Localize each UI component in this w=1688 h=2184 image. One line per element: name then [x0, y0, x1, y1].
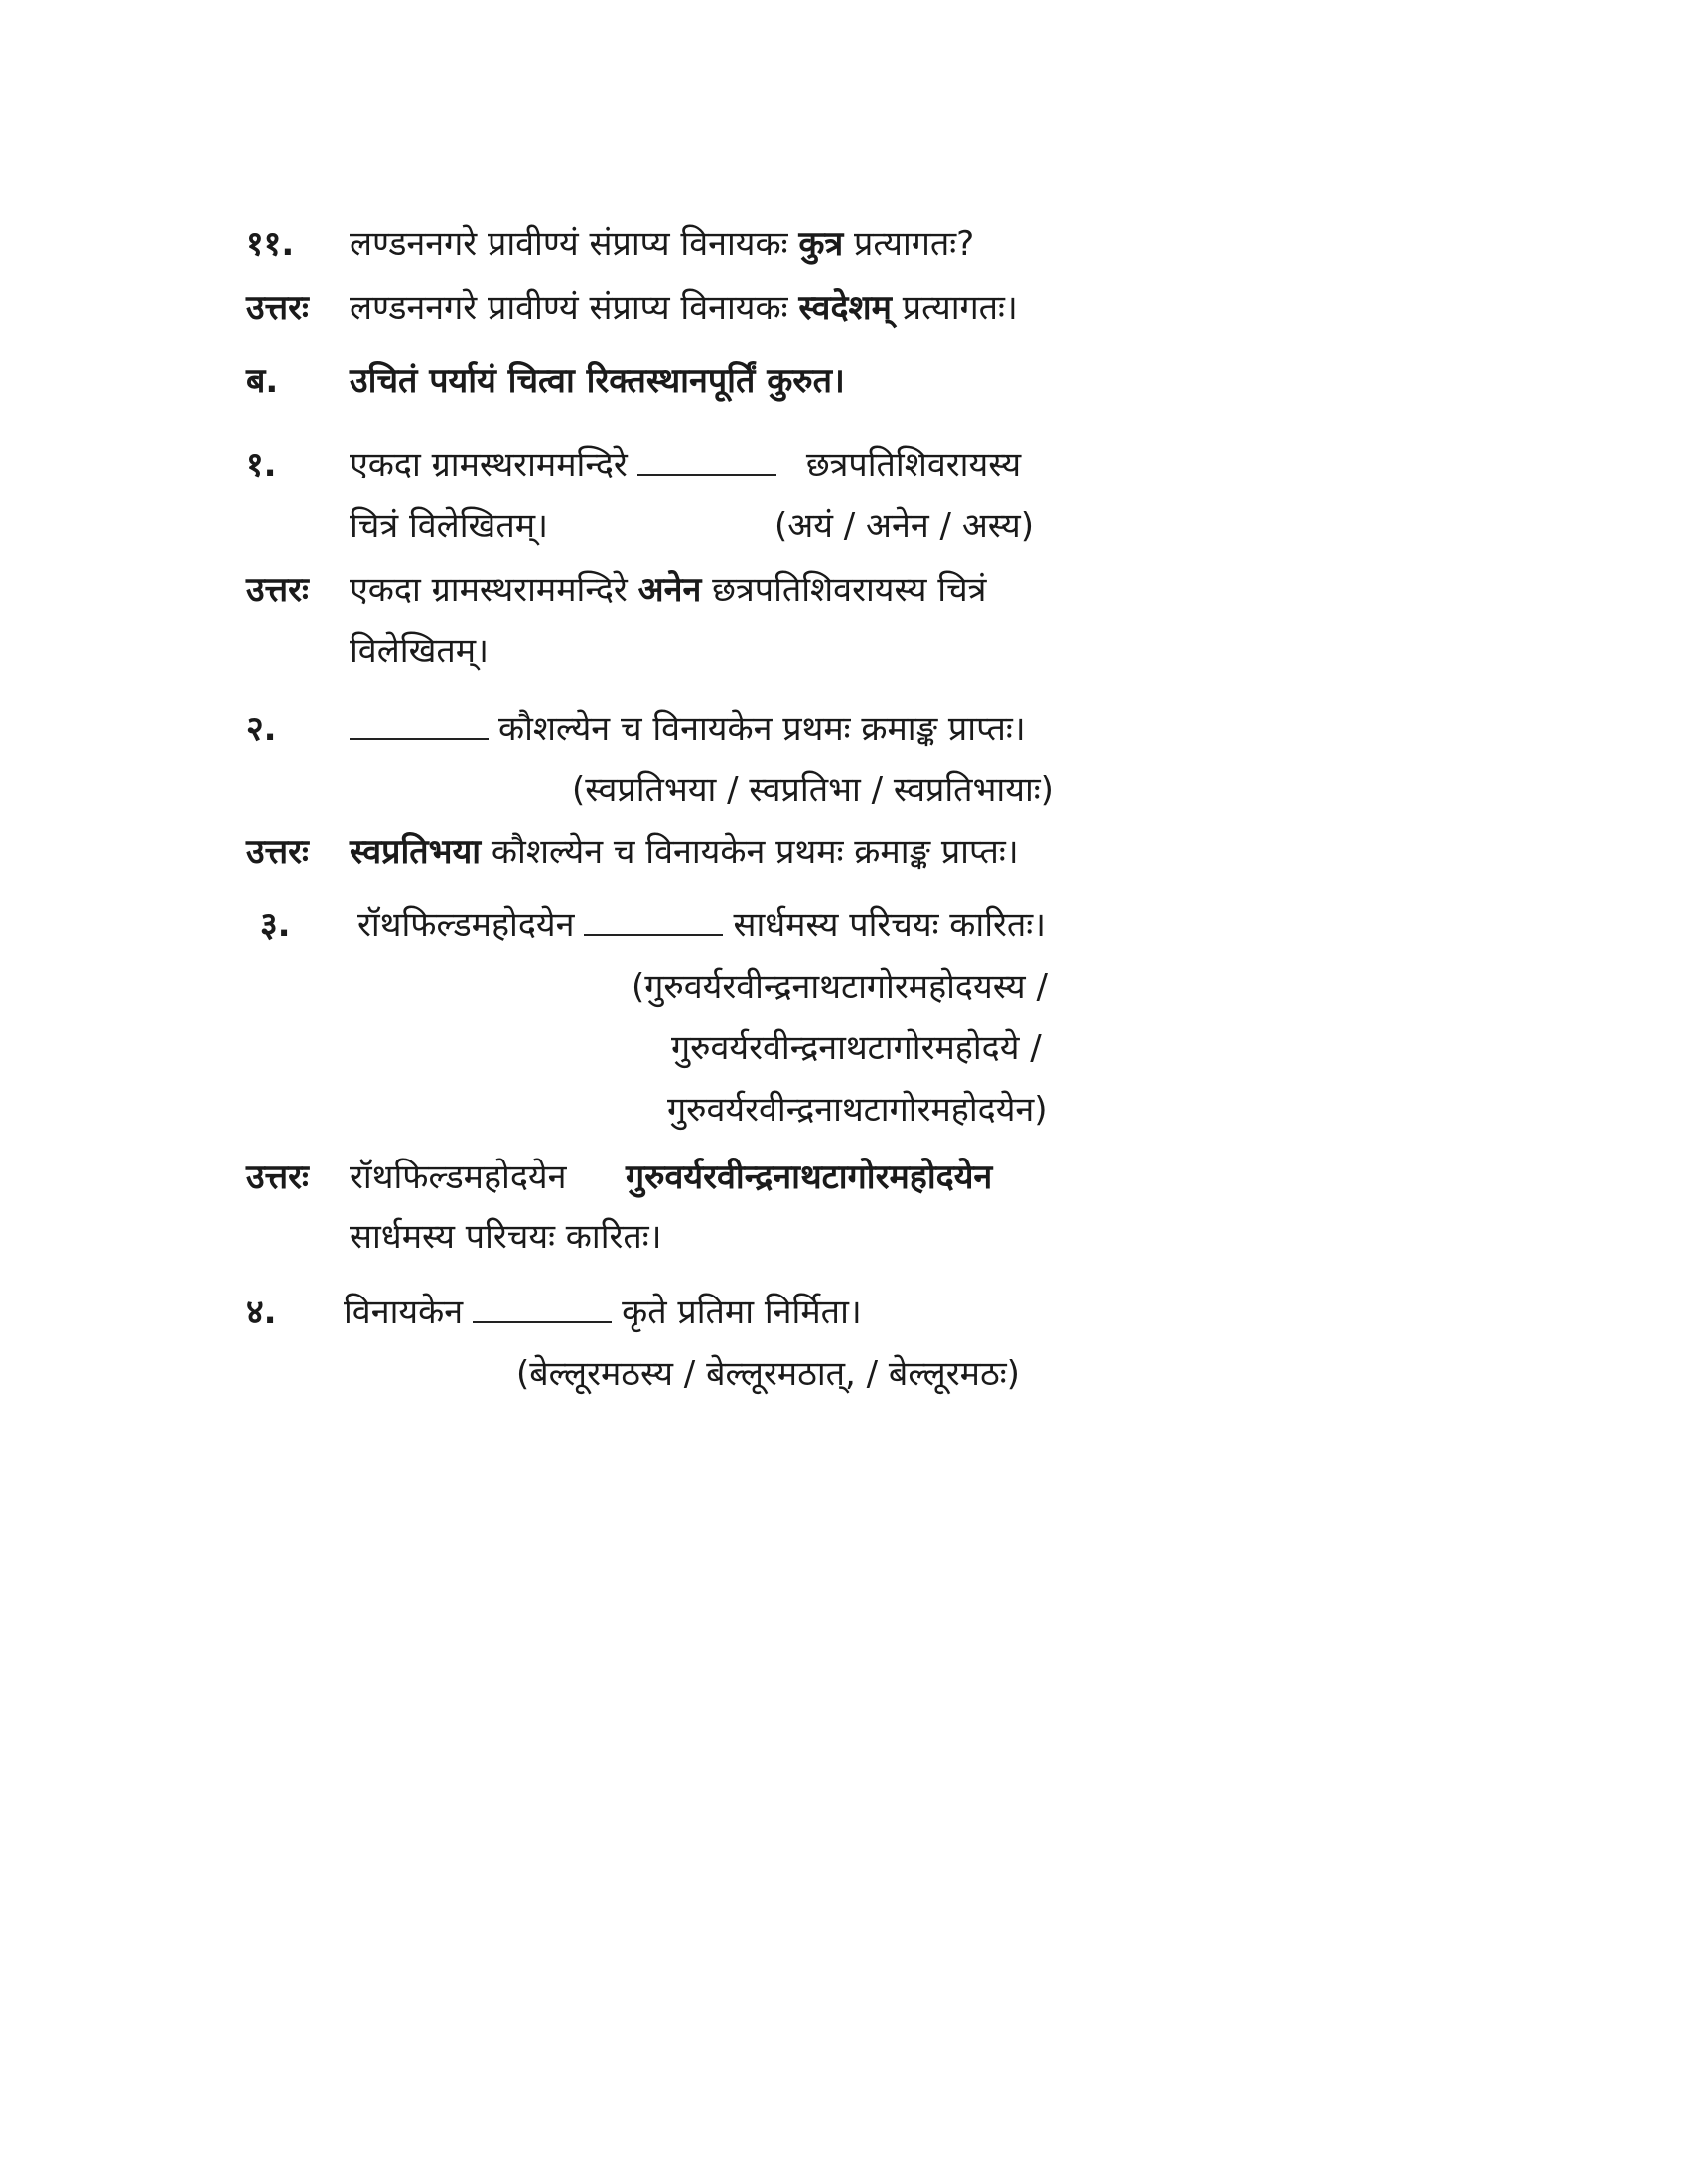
answer-keyword: अनेन: [637, 570, 702, 610]
question-text: [357, 903, 1046, 947]
answer-text-part: प्रत्यागतः।: [891, 288, 1018, 328]
options-text: गुरुवर्यरवीन्द्रनाथटागोरमहोदये /: [671, 1028, 1042, 1068]
answer-label: उत्तरः: [246, 1158, 309, 1197]
answer-text-part: एकदा ग्रामस्थराममन्दिरे: [350, 570, 638, 610]
blank-space: [473, 1296, 612, 1323]
question-text-line2: चित्रं विलेखितम्।: [350, 506, 548, 546]
question-text-part: प्रत्यागतः?: [843, 224, 975, 264]
answer-text: रॉथफिल्डमहोदयेन: [350, 1158, 567, 1197]
answer-label: उत्तरः: [246, 832, 309, 872]
question-text-part: कौशल्येन च विनायकेन प्रथमः क्रमाङ्क प्राप्तः।: [498, 709, 1026, 749]
answer-text-part: कौशल्येन च विनायकेन प्रथमः क्रमाङ्क प्राप्तः।: [481, 832, 1019, 872]
question-keyword: कुत्र: [798, 224, 844, 264]
answer-text-line2: विलेखितम्।: [350, 631, 489, 671]
question-text-part: विनायकेन: [344, 1293, 464, 1332]
answer-text: [350, 830, 1019, 874]
question-text-part: छत्रपतिशिवरायस्य: [805, 445, 1022, 484]
question-text: [350, 443, 1021, 486]
answer-text-line2: सार्धमस्य परिचयः कारितः।: [350, 1217, 662, 1257]
options-text: (बेल्लूरमठस्य / बेल्लूरमठात्, / बेल्लूरमठः): [516, 1354, 1020, 1394]
question-number: ४.: [246, 1293, 277, 1332]
question-number: ११.: [246, 224, 295, 264]
question-text-part: रॉथफिल्डमहोदयेन: [357, 905, 575, 945]
section-heading: उचितं पर्यायं चित्वा रिक्तस्थानपूर्तिं कुरुत।: [350, 361, 845, 401]
answer-keyword: गुरुवर्यरवीन्द्रनाथटागोरमहोदयेन: [626, 1158, 993, 1197]
question-text-part: एकदा ग्रामस्थराममन्दिरे: [350, 445, 628, 484]
question-text-part: लण्डननगरे प्रावीण्यं संप्राप्य विनायकः: [350, 224, 799, 264]
question-number: १.: [246, 445, 277, 484]
options-text: (अयं / अनेन / अस्य): [774, 506, 1035, 546]
question-text-part: सार्धमस्य परिचयः कारितः।: [733, 905, 1047, 945]
answer-label: उत्तरः: [246, 288, 309, 328]
options-text: (गुरुवर्यरवीन्द्रनाथटागोरमहोदयस्य /: [632, 967, 1048, 1007]
answer-text: [350, 568, 986, 612]
question-text-part: कृते प्रतिमा निर्मिता।: [622, 1293, 862, 1332]
answer-keyword: स्वप्रतिभया: [350, 832, 482, 872]
answer-text: [350, 286, 1018, 330]
question-text: [344, 1291, 862, 1334]
answer-label: उत्तरः: [246, 570, 309, 610]
blank-space: [584, 908, 723, 936]
answer-keyword: स्वदेशम्: [798, 288, 892, 328]
question-text: [350, 222, 974, 266]
answer-text-part: लण्डननगरे प्रावीण्यं संप्राप्य विनायकः: [350, 288, 799, 328]
question-number: ३.: [260, 905, 291, 945]
blank-space: [637, 448, 776, 476]
options-text: गुरुवर्यरवीन्द्रनाथटागोरमहोदयेन): [667, 1090, 1048, 1130]
question-text: [350, 707, 1026, 751]
blank-space: [350, 712, 489, 740]
answer-text-part: छत्रपतिशिवरायस्य चित्रं: [701, 570, 987, 610]
options-text: (स्वप्रतिभया / स्वप्रतिभा / स्वप्रतिभायाः): [572, 770, 1054, 810]
section-label: ब.: [246, 361, 279, 401]
question-number: २.: [246, 709, 277, 749]
